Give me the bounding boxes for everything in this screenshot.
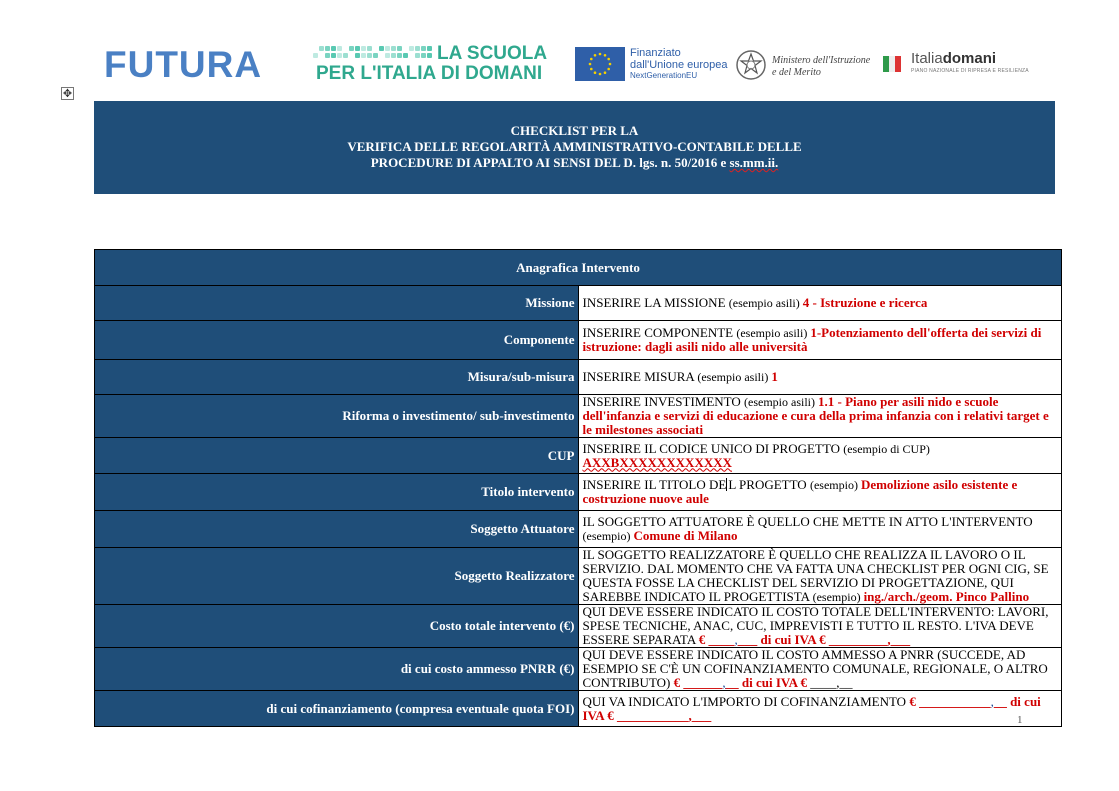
page-number: 1 [1017, 714, 1023, 726]
logo-dot [361, 53, 366, 58]
table-row [95, 691, 1062, 727]
logo-dot [361, 46, 366, 51]
table-row [95, 286, 1062, 321]
logo-dot [421, 46, 426, 51]
row-red-value-b: __ di cui IVA € ___________,___ [582, 693, 1041, 723]
logo-dot [367, 46, 372, 51]
table-row [95, 321, 1062, 360]
table-move-handle-icon[interactable]: ✥ [62, 87, 73, 100]
title-line2: VERIFICA DELLE REGOLARITÀ AMMINISTRATIVO-CONTABILE DELLE [347, 139, 802, 154]
logo-dot [343, 53, 348, 58]
row-text-b: L PROGETTO [728, 477, 810, 492]
table-row [95, 474, 1062, 511]
logo-dot [349, 46, 354, 51]
row-blue-comma: , [734, 632, 738, 647]
italiadomani-name [911, 50, 996, 67]
row-red-value-b: __ di cui IVA € [725, 675, 811, 690]
scuola-logo-line1: LA SCUOLA [437, 43, 548, 64]
logo-dot [379, 46, 384, 51]
row-red-value: AXXBXXXXXXXXXXXX [582, 454, 732, 470]
header-logos [100, 40, 1029, 90]
row-blue-comma: , [990, 693, 994, 709]
row-label: Costo totale intervento (€) [95, 605, 579, 648]
row-value[interactable] [578, 511, 1062, 548]
logo-dot [421, 53, 426, 58]
row-red-value: 1-Potenziamento dell'offerta dei servizi di istruzione: dagli asili nido alle università [582, 325, 1042, 354]
row-value[interactable] [578, 321, 1062, 360]
logo-dot [415, 46, 420, 51]
row-text: QUI DEVE ESSERE INDICATO IL COSTO TOTALE DELL'INTERVENTO: LAVORI, SPESE TECNICHE, ANAC, CUC, IMPREVISTI E TUTTO IL RESTO. L'IVA DEVE ESSERE SEPARATA [582, 604, 1049, 647]
scuola-logo [313, 43, 553, 85]
row-text: INSERIRE MISURA [582, 369, 698, 384]
table-row [95, 360, 1062, 395]
anagrafica-table [94, 249, 1062, 727]
logo-dot [355, 46, 360, 51]
row-label: CUP [95, 438, 579, 474]
logo-dot [331, 53, 336, 58]
row-red-value: ing./arch./geom. Pinco Pallino [863, 589, 1030, 604]
logo-dot [391, 53, 396, 58]
ministero-logo-line1: Ministero dell'Istruzione [772, 55, 871, 66]
eu-logo-line1: Finanziato [630, 47, 681, 59]
row-label: di cui cofinanziamento (compresa eventuale quota FOI) [95, 691, 579, 727]
italiadomani-logo [881, 50, 1029, 80]
logo-dot [325, 53, 330, 58]
table-row [95, 648, 1062, 691]
row-red-value: 1.1 - Piano per asili nido e scuole dell'infanzia e servizi di educazione e cura della prima infanzia con i relativi target e le milestones associati [582, 394, 1049, 437]
row-example: (esempio) [812, 590, 864, 604]
row-blue-comma: , [722, 675, 726, 690]
scuola-dots-graphic [313, 46, 433, 62]
row-text: QUI DEVE ESSERE INDICATO IL COSTO AMMESSO A PNRR (SUCCEDE, AD ESEMPIO SE C'È UN COFINANZIAMENTO COMUNALE, REGIONALE, O ALTRO CONTRIBUTO) [582, 647, 1048, 690]
eu-flag-icon [575, 47, 625, 81]
italian-emblem-icon [734, 46, 768, 82]
logo-dot [397, 46, 402, 51]
row-text: IL SOGGETTO ATTUATORE È QUELLO CHE METTE IN ATTO L'INTERVENTO [582, 514, 1033, 529]
row-label: Soggetto Attuatore [95, 511, 579, 548]
title-line3 [94, 155, 1055, 171]
row-example: (esempio asili) [728, 296, 803, 310]
eu-logo-line3: NextGenerationEU [630, 71, 698, 80]
row-value[interactable] [578, 648, 1062, 691]
row-value[interactable] [578, 548, 1062, 605]
row-label: Soggetto Realizzatore [95, 548, 579, 605]
row-red-value-a: € ___________ [909, 693, 991, 709]
row-value[interactable] [578, 474, 1062, 511]
row-example: (esempio asili) [744, 395, 819, 409]
table-heading: Anagrafica Intervento [95, 250, 1062, 286]
ministero-logo-line2: e del Merito [772, 67, 821, 78]
ministero-logo [734, 46, 874, 86]
table-row [95, 548, 1062, 605]
logo-dot [403, 53, 408, 58]
logo-dot [391, 46, 396, 51]
scuola-logo-line2: PER L'ITALIA DI DOMANI [316, 63, 543, 84]
logo-dot [427, 53, 432, 58]
row-label: Titolo intervento [95, 474, 579, 511]
logo-dot [313, 53, 318, 58]
table-row [95, 438, 1062, 474]
row-red-value: 1 [771, 369, 778, 384]
logo-dot [373, 53, 378, 58]
table-row [95, 511, 1062, 548]
row-tail: ____,__ [810, 675, 853, 690]
row-text: INSERIRE IL CODICE UNICO DI PROGETTO [582, 440, 844, 456]
table-row [95, 395, 1062, 438]
row-text: IL SOGGETTO REALIZZATORE È QUELLO CHE REALIZZA IL LAVORO O IL SERVIZIO. DAL MOMENTO CHE VA FATTA UNA CHECKLIST PER OGNI CIG, SE QUESTA FOSSE LA CHECKLIST DEL SERVIZIO DI PROGETTAZIONE, QUI SAREBBE INDICATO IL PROGETTISTA [582, 547, 1049, 604]
row-text: QUI VA INDICATO L'IMPORTO DI COFINANZIAMENTO [582, 693, 910, 709]
logo-dot [367, 53, 372, 58]
document-title-box [94, 101, 1055, 194]
row-value[interactable] [578, 395, 1062, 438]
row-red-value-a: € ______ [673, 675, 723, 690]
title-line3-b: ss.mm.ii. [729, 155, 779, 170]
eu-logo [575, 47, 730, 81]
row-label: Missione [95, 286, 579, 321]
logo-dot [325, 46, 330, 51]
row-value[interactable] [578, 691, 1062, 727]
futura-logo: FUTURA [104, 44, 263, 85]
table-row [95, 605, 1062, 648]
italy-flag-icon [881, 54, 907, 74]
italiadomani-name-b: domani [942, 50, 997, 67]
row-example: (esempio asili) [697, 370, 772, 384]
row-red-value: Comune di Milano [633, 528, 738, 543]
logo-dot [319, 46, 324, 51]
italiadomani-name-a: Italia [911, 50, 943, 67]
logo-dot [337, 46, 342, 51]
row-red-value-a: € ____ [698, 632, 735, 647]
row-text: INSERIRE COMPONENTE [582, 325, 737, 340]
row-example: (esempio) [809, 478, 861, 492]
row-value[interactable] [578, 360, 1062, 395]
logo-dot [331, 46, 336, 51]
row-label: Misura/sub-misura [95, 360, 579, 395]
row-text-a: INSERIRE IL TITOLO DE [582, 477, 727, 492]
logo-dot [427, 46, 432, 51]
logo-dot [355, 53, 360, 58]
row-red-value: Demolizione asilo esistente e costruzione nuove aule [582, 477, 1018, 506]
row-value[interactable] [578, 605, 1062, 648]
row-example: (esempio) [582, 529, 634, 543]
row-label: di cui costo ammesso PNRR (€) [95, 648, 579, 691]
row-text: INSERIRE LA MISSIONE [582, 295, 729, 310]
row-example: (esempio di CUP) [843, 441, 930, 456]
logo-dot [385, 53, 390, 58]
logo-dot [415, 53, 420, 58]
title-line1: CHECKLIST PER LA [510, 123, 639, 138]
row-red-value: 4 - Istruzione e ricerca [802, 295, 928, 310]
row-label: Componente [95, 321, 579, 360]
row-example: (esempio asili) [736, 326, 811, 340]
logo-dot [409, 46, 414, 51]
row-value[interactable] [578, 438, 1062, 474]
eu-logo-line2: dall'Unione europea [630, 59, 728, 71]
logo-dot [337, 53, 342, 58]
row-red-value-b: ___ di cui IVA € _________,___ [737, 632, 911, 647]
title-line3-a: PROCEDURE DI APPALTO AI SENSI DEL D. lgs. n. 50/2016 e [370, 155, 730, 170]
logo-dot [385, 46, 390, 51]
logo-dot [397, 53, 402, 58]
italiadomani-sub: PIANO NAZIONALE DI RIPRESA E RESILIENZA [911, 68, 1029, 74]
row-text: INSERIRE INVESTIMENTO [582, 394, 745, 409]
row-label: Riforma o investimento/ sub-investimento [95, 395, 579, 438]
table-header-row [95, 250, 1062, 286]
row-value[interactable] [578, 286, 1062, 321]
